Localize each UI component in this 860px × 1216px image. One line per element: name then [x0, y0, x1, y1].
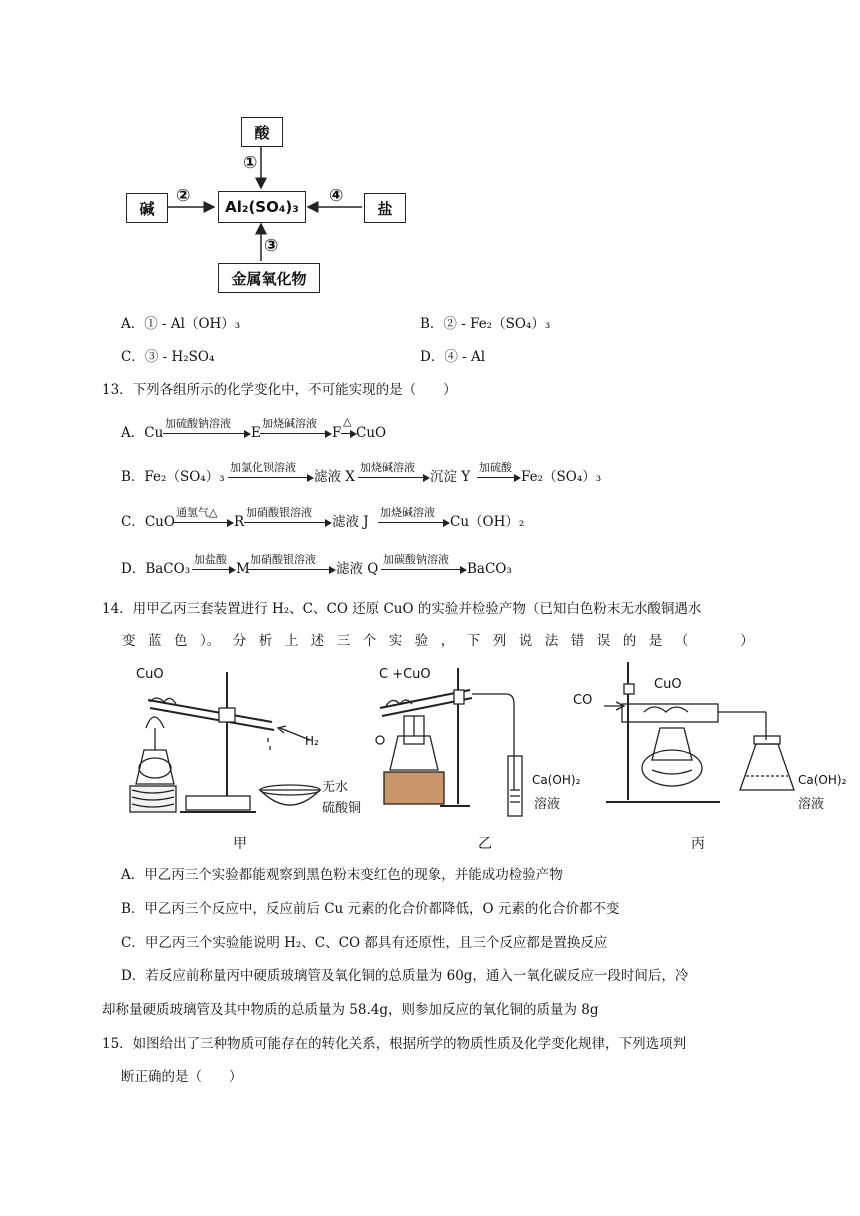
intermediate: E	[251, 425, 261, 441]
q15-stem-line1: 15．如图给出了三种物质可能存在的转化关系，根据所学的物质性质及化学变化规律，下列选项判	[102, 1036, 687, 1052]
q12-option-b: B．② - Fe₂（SO₄）₃	[420, 316, 551, 332]
salt-box: 盐	[364, 193, 406, 223]
apparatus-jia	[130, 672, 320, 812]
apparatus-yi	[376, 668, 522, 816]
char: 变	[122, 633, 136, 649]
char: 误	[596, 633, 611, 649]
product: Fe₂（SO₄）₃	[521, 469, 602, 485]
intermediate: F	[332, 425, 342, 441]
char: 错	[570, 633, 585, 649]
intermediate: 滤液 Q	[336, 561, 379, 577]
label-solution-2: 溶液	[798, 797, 825, 812]
q14-stem-line1: 14．用甲乙丙三套装置进行 H₂、C、CO 还原 CuO 的实验并检验产物（已知白色粉末无水酸铜遇水	[102, 601, 702, 617]
char: 是	[648, 633, 663, 649]
q14-option-c: C．甲乙丙三个实验能说明 H₂、C、CO 都具有还原性，且三个反应都是置换反应	[121, 935, 608, 951]
product: Cu（OH）₂	[450, 514, 525, 530]
caption-yi: 乙	[478, 836, 492, 852]
intermediate: 滤液 J	[332, 514, 369, 530]
char: ）	[740, 633, 754, 649]
label-anhydrous-1: 无水	[322, 780, 349, 795]
label-cuo-2: CuO	[654, 677, 682, 692]
arrow-label: 加烧碱溶液	[262, 417, 317, 430]
char: 法	[544, 633, 559, 649]
char: 个	[362, 633, 377, 649]
metal-oxide-box: 金属氧化物	[218, 263, 320, 293]
caption-jia: 甲	[233, 836, 247, 852]
intermediate: 滤液 X	[314, 469, 355, 485]
label-4: ④	[329, 186, 344, 206]
q14-option-a: A．甲乙丙三个实验都能观察到黑色粉末变红色的现象，并能成功检验产物	[121, 867, 563, 883]
reactant: A．Cu	[121, 425, 164, 441]
q12-option-d: D．④ - Al	[420, 349, 486, 365]
reactant: D．BaCO₃	[121, 561, 191, 577]
base-box: 碱	[126, 193, 168, 223]
arrow-label: 加硝酸银溶液	[250, 553, 316, 566]
arrow-label: 加氯化钡溶液	[230, 461, 296, 474]
label-anhydrous-2: 硫酸铜	[322, 801, 362, 816]
char: 上	[284, 633, 299, 649]
product: BaCO₃	[467, 561, 512, 577]
char: 说	[518, 633, 533, 649]
arrow-label: 加硝酸银溶液	[246, 506, 312, 519]
char: 下	[466, 633, 481, 649]
char: 色	[174, 633, 188, 649]
char: 列	[492, 633, 507, 649]
char: 三	[336, 633, 351, 649]
label-c-cuo: C +CuO	[379, 667, 431, 682]
q14-option-d-line2: 却称量硬质玻璃管及其中物质的总质量为 58.4g，则参加反应的氧化铜的质量为 8g	[102, 1002, 599, 1018]
arrow-label: 加烧碱溶液	[360, 461, 415, 474]
char: 述	[310, 633, 325, 649]
q13-stem: 13．下列各组所示的化学变化中，不可能实现的是（ ）	[102, 382, 457, 398]
label-1: ①	[243, 153, 258, 173]
center-compound-box: Al₂(SO₄)₃	[218, 191, 306, 223]
arrow-label: △	[343, 415, 352, 428]
arrow-label: 加碳酸钠溶液	[383, 553, 449, 566]
char: 析	[258, 633, 273, 649]
char: 蓝	[148, 633, 162, 649]
arrow-label: 加硫酸	[479, 461, 512, 474]
intermediate: M	[236, 561, 250, 577]
product: CuO	[356, 425, 387, 441]
reactant: B．Fe₂（SO₄）₃	[121, 469, 225, 485]
q12-option-c: C．③ - H₂SO₄	[121, 349, 215, 365]
reactant: C．CuO	[121, 514, 175, 530]
apparatus-bing	[604, 662, 794, 802]
char: 分	[232, 633, 247, 649]
char: ）。	[200, 633, 221, 649]
q14-option-b: B．甲乙丙三个反应中，反应前后 Cu 元素的化合价都降低，O 元素的化合价都不变	[121, 901, 620, 917]
label-2: ②	[176, 186, 191, 206]
q14-option-d-line1: D．若反应前称量丙中硬质玻璃管及氧化铜的总质量为 60g，通入一氧化碳反应一段时间后，冷	[121, 968, 689, 984]
label-caoh2-2: Ca(OH)₂	[798, 773, 847, 787]
char: 的	[622, 633, 637, 649]
char: （	[674, 633, 689, 649]
char: ，	[440, 633, 455, 649]
intermediate: 沉淀 Y	[430, 469, 471, 485]
acid-box: 酸	[241, 117, 283, 147]
label-caoh2: Ca(OH)₂	[532, 773, 581, 787]
q12-option-a: A．① - Al（OH）₃	[121, 316, 241, 332]
q15-stem-line2: 断正确的是（ ）	[121, 1069, 243, 1085]
label-co: CO	[573, 693, 593, 708]
arrow-label: 通氢气△	[176, 506, 218, 519]
char: 验	[414, 633, 429, 649]
caption-bing: 丙	[691, 836, 705, 852]
intermediate: R	[234, 514, 245, 530]
char: 实	[388, 633, 403, 649]
arrow-label: 加烧碱溶液	[380, 506, 435, 519]
arrow-label: 加硫酸钠溶液	[165, 417, 231, 430]
arrow-label: 加盐酸	[194, 553, 227, 566]
label-cuo: CuO	[136, 667, 164, 682]
label-solution: 溶液	[534, 797, 561, 812]
label-h2: H₂	[305, 734, 319, 748]
label-3: ③	[264, 236, 279, 256]
